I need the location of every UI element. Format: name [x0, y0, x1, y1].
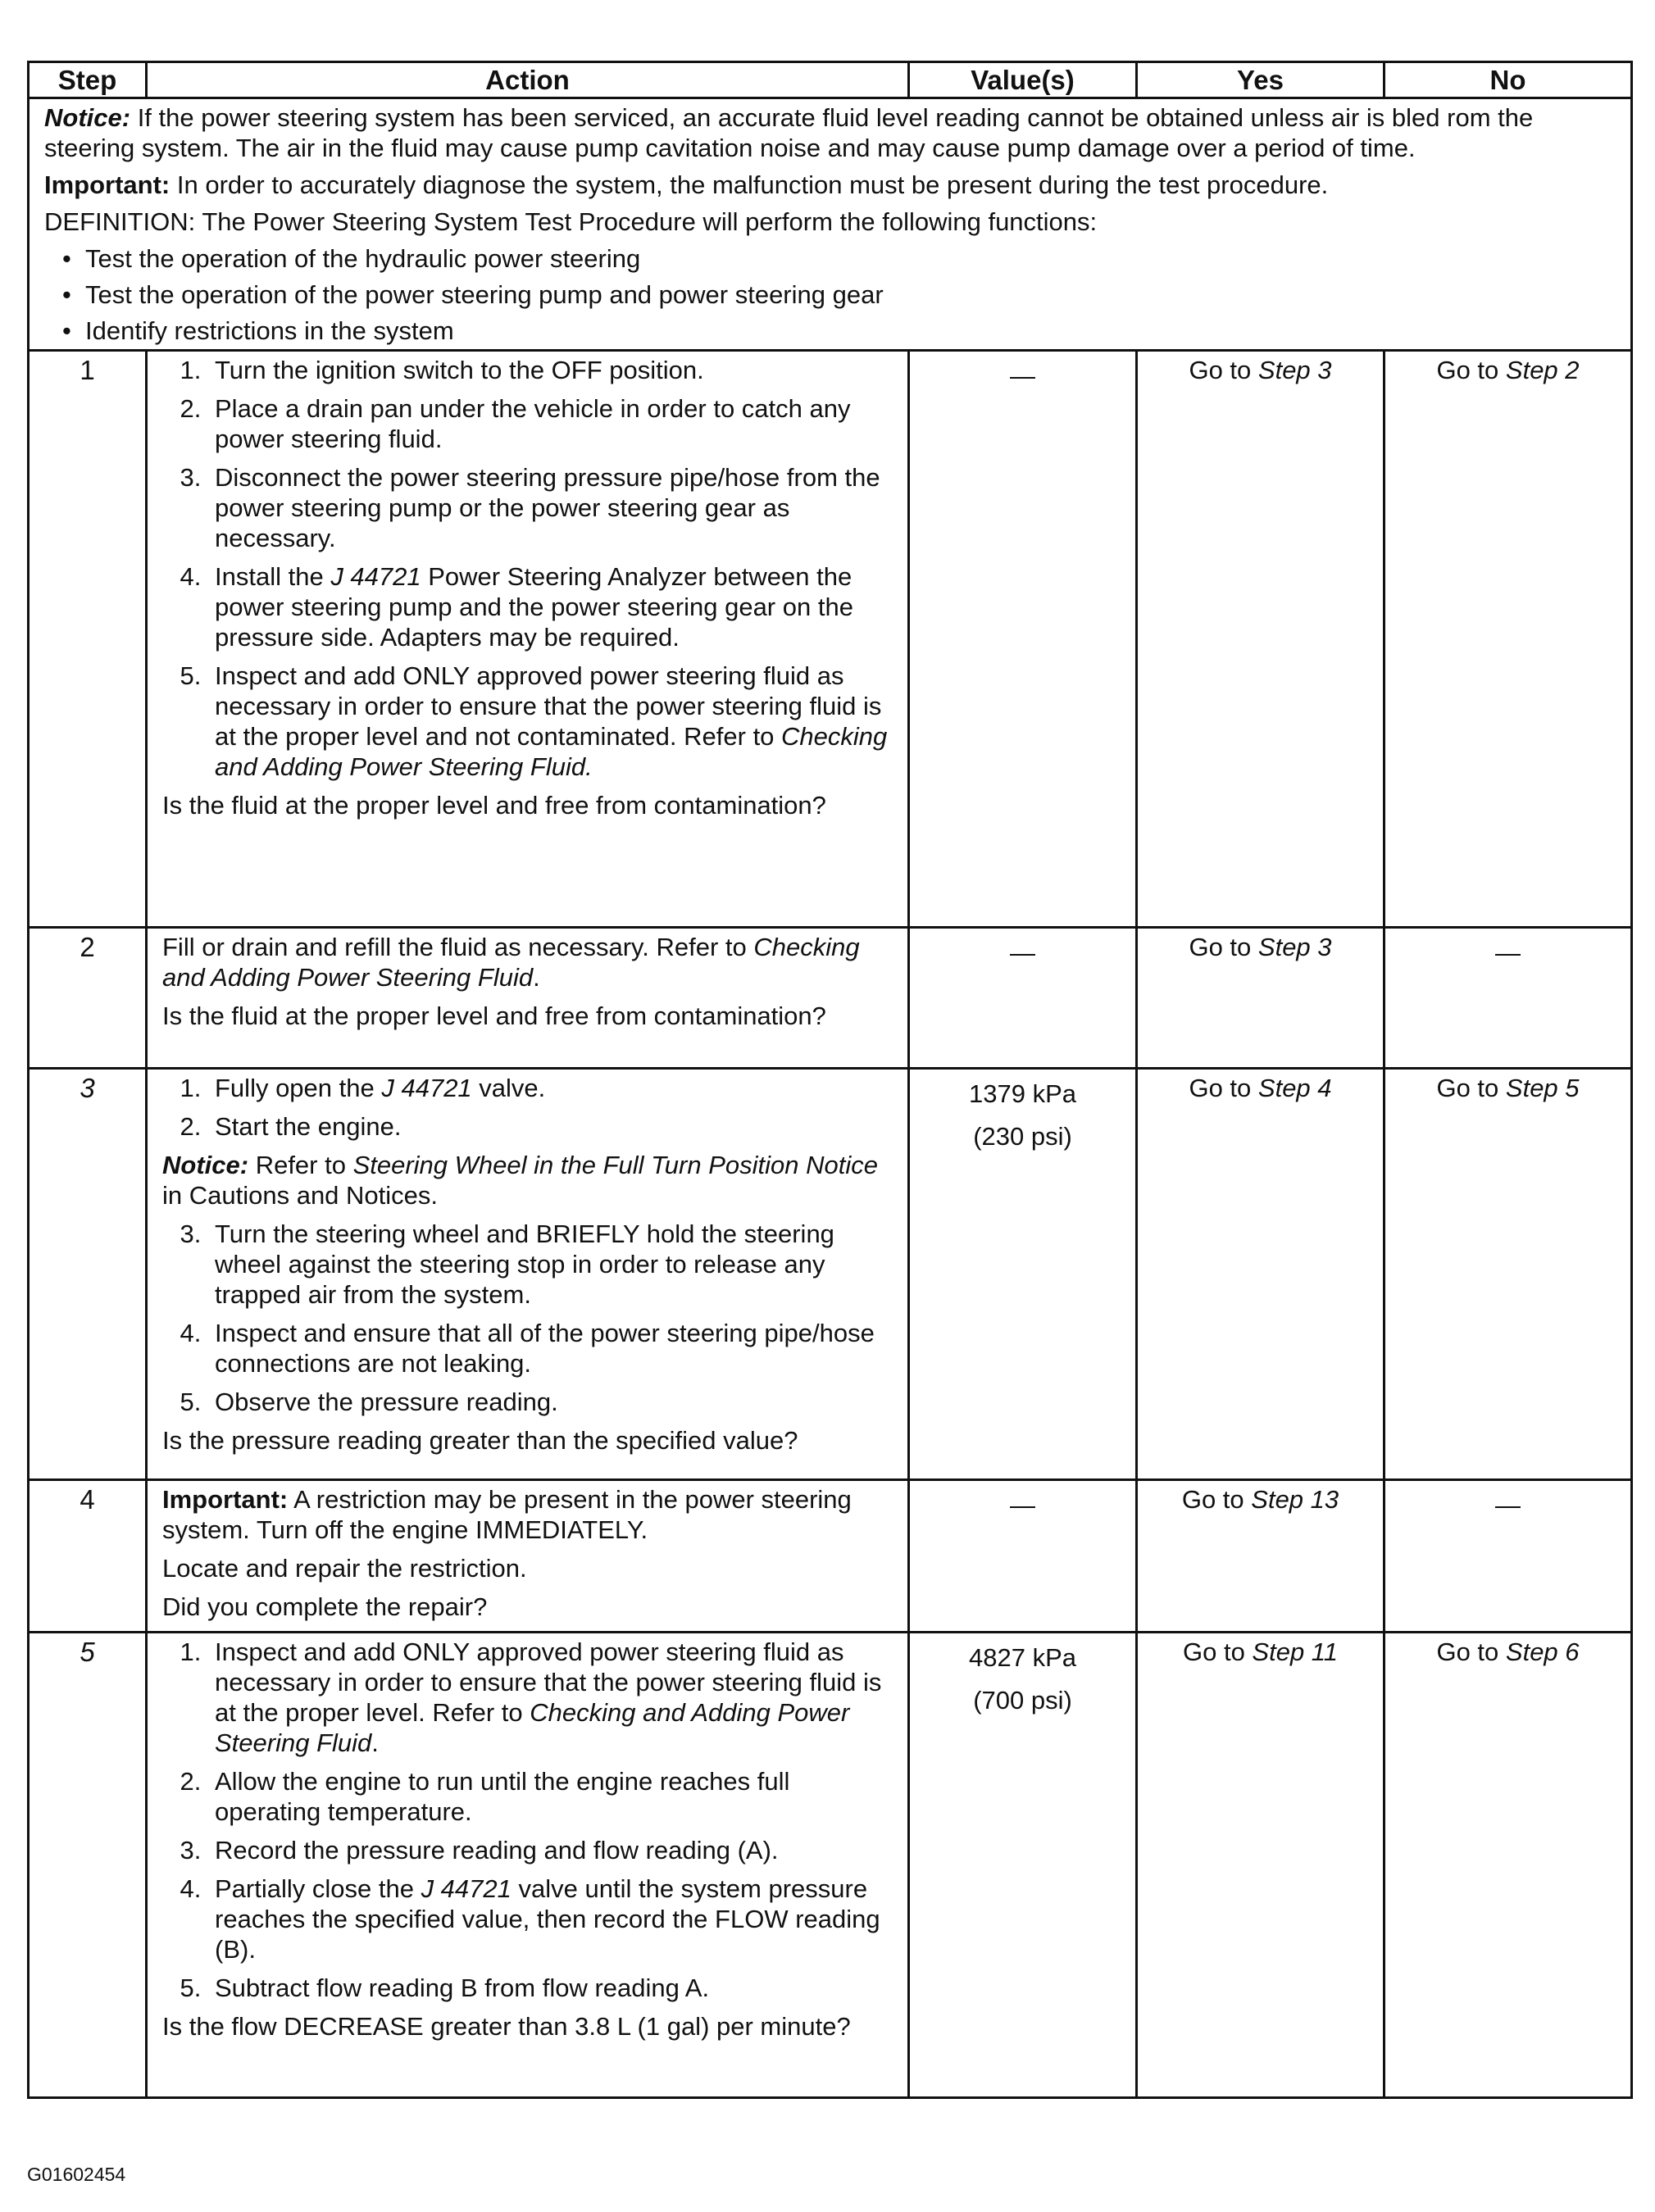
- header-row: [29, 62, 1632, 98]
- list-item: 3. Record the pressure reading and flow reading (A).: [208, 1835, 893, 1865]
- step-no: —: [1384, 928, 1632, 1069]
- list-item: 1. Fully open the J 44721 valve.: [208, 1073, 893, 1103]
- list-item: 4. Partially close the J 44721 valve until the system pressure reaches the specified value, then record the FLOW reading (B).: [208, 1874, 893, 1964]
- step-action: [147, 1633, 909, 2098]
- step-text: Fill or drain and refill the fluid as necessary. Refer to Checking and Adding Power Steering Fluid.: [162, 933, 860, 992]
- action-list: [162, 1219, 893, 1417]
- step-number: 5: [29, 1633, 147, 2098]
- step-value: —: [909, 1480, 1137, 1633]
- list-item: 5. Subtract flow reading B from flow reading A.: [208, 1973, 893, 2003]
- step-question: Is the pressure reading greater than the specified value?: [162, 1426, 798, 1455]
- table-row: [29, 351, 1632, 928]
- list-item: 2. Allow the engine to run until the engine reaches full operating temperature.: [208, 1766, 893, 1827]
- step-action: [147, 1480, 909, 1633]
- diagnostic-table: [27, 61, 1633, 2099]
- step-no: Go to Step 5: [1384, 1069, 1632, 1480]
- intro-important: [44, 170, 1616, 200]
- step-number: 1: [29, 351, 147, 928]
- list-item: 2. Start the engine.: [208, 1111, 893, 1142]
- intro-notice: [44, 102, 1616, 163]
- step-yes: Go to Step 3: [1137, 928, 1384, 1069]
- list-item: 3. Turn the steering wheel and BRIEFLY hold the steering wheel against the steering stop in order to release any trapped air from the system.: [208, 1219, 893, 1310]
- list-item: 4. Inspect and ensure that all of the power steering pipe/hose connections are not leaking.: [208, 1318, 893, 1379]
- step-no: Go to Step 2: [1384, 351, 1632, 928]
- step-value: 1379 kPa (230 psi): [909, 1069, 1137, 1480]
- step-question: Is the flow DECREASE greater than 3.8 L (1 gal) per minute?: [162, 2012, 851, 2041]
- step-action: [147, 1069, 909, 1480]
- step-value: 4827 kPa (700 psi): [909, 1633, 1137, 2098]
- function-list: [44, 243, 1616, 346]
- list-item: 1. Inspect and add ONLY approved power steering fluid as necessary in order to ensure that the power steering fluid is at the proper level. Refer to Checking and Adding Power Steering Fluid.: [208, 1637, 893, 1758]
- important-text: In order to accurately diagnose the system, the malfunction must be present during the test procedure.: [170, 170, 1329, 199]
- header-step: Step: [29, 62, 147, 98]
- tool-ref: J 44721: [330, 562, 421, 591]
- step-yes: Go to Step 13: [1137, 1480, 1384, 1633]
- step-question: Is the fluid at the proper level and free from contamination?: [162, 791, 826, 820]
- step-yes: Go to Step 4: [1137, 1069, 1384, 1480]
- list-item: • Test the operation of the power steering pump and power steering gear: [85, 279, 1616, 310]
- step-no: —: [1384, 1480, 1632, 1633]
- figure-id: G01602454: [27, 2164, 126, 2185]
- list-item: 5. Inspect and add ONLY approved power steering fluid as necessary in order to ensure that the power steering fluid is at the proper level and not contaminated. Refer to Checking and Adding Power Steering Fluid.: [208, 661, 893, 782]
- step-important: Important: A restriction may be present in the power steering system. Turn off the engine IMMEDIATELY.: [162, 1485, 852, 1544]
- header-yes: Yes: [1137, 62, 1384, 98]
- step-text: Locate and repair the restriction.: [162, 1554, 527, 1583]
- notice-label: Notice:: [44, 103, 131, 132]
- step-number: 4: [29, 1480, 147, 1633]
- table-row: [29, 1480, 1632, 1633]
- notice-text: If the power steering system has been serviced, an accurate fluid level reading cannot be obtained unless air is bled rom the steering system. The air in the fluid may cause pump cavitation noise and may cause pump damage over a period of time.: [44, 103, 1534, 162]
- step-yes: Go to Step 3: [1137, 351, 1384, 928]
- step-yes: Go to Step 11: [1137, 1633, 1384, 2098]
- list-item: • Test the operation of the hydraulic power steering: [85, 243, 1616, 274]
- list-item: 4. Install the J 44721 Power Steering Analyzer between the power steering pump and the power steering gear on the pressure side. Adapters may be required.: [208, 561, 893, 652]
- doc-ref: Checking and Adding Power Steering Fluid: [215, 1698, 850, 1757]
- doc-ref: Steering Wheel in the Full Turn Position Notice: [352, 1151, 878, 1179]
- header-action: Action: [147, 62, 909, 98]
- step-notice: Notice: Refer to Steering Wheel in the Full Turn Position Notice in Cautions and Notices.: [162, 1151, 878, 1210]
- step-no: Go to Step 6: [1384, 1633, 1632, 2098]
- intro-definition: DEFINITION: The Power Steering System Test Procedure will perform the following functions:: [44, 207, 1098, 236]
- list-item: • Identify restrictions in the system: [85, 316, 1616, 346]
- action-list: [162, 1637, 893, 2003]
- list-item: 1. Turn the ignition switch to the OFF position.: [208, 355, 893, 385]
- list-item: 5. Observe the pressure reading.: [208, 1387, 893, 1417]
- intro-cell: [29, 98, 1632, 351]
- doc-ref: Checking and Adding Power Steering Fluid: [162, 933, 860, 992]
- tool-ref: J 44721: [381, 1074, 472, 1102]
- action-list: [162, 355, 893, 782]
- doc-ref: Checking and Adding Power Steering Fluid.: [215, 722, 888, 781]
- header-values: Value(s): [909, 62, 1137, 98]
- list-item: 2. Place a drain pan under the vehicle in order to catch any power steering fluid.: [208, 393, 893, 454]
- header-no: No: [1384, 62, 1632, 98]
- intro-row: [29, 98, 1632, 351]
- step-value: —: [909, 351, 1137, 928]
- step-action: [147, 928, 909, 1069]
- tool-ref: J 44721: [421, 1874, 512, 1903]
- step-number: 2: [29, 928, 147, 1069]
- table-row: [29, 1633, 1632, 2098]
- table-row: [29, 928, 1632, 1069]
- step-number: 3: [29, 1069, 147, 1480]
- step-action: [147, 351, 909, 928]
- step-question: Is the fluid at the proper level and free from contamination?: [162, 1002, 826, 1030]
- table-row: [29, 1069, 1632, 1480]
- important-label: Important:: [44, 170, 171, 199]
- action-list: [162, 1073, 893, 1142]
- step-question: Did you complete the repair?: [162, 1592, 488, 1621]
- list-item: 3. Disconnect the power steering pressure pipe/hose from the power steering pump or the power steering gear as necessary.: [208, 462, 893, 553]
- step-value: —: [909, 928, 1137, 1069]
